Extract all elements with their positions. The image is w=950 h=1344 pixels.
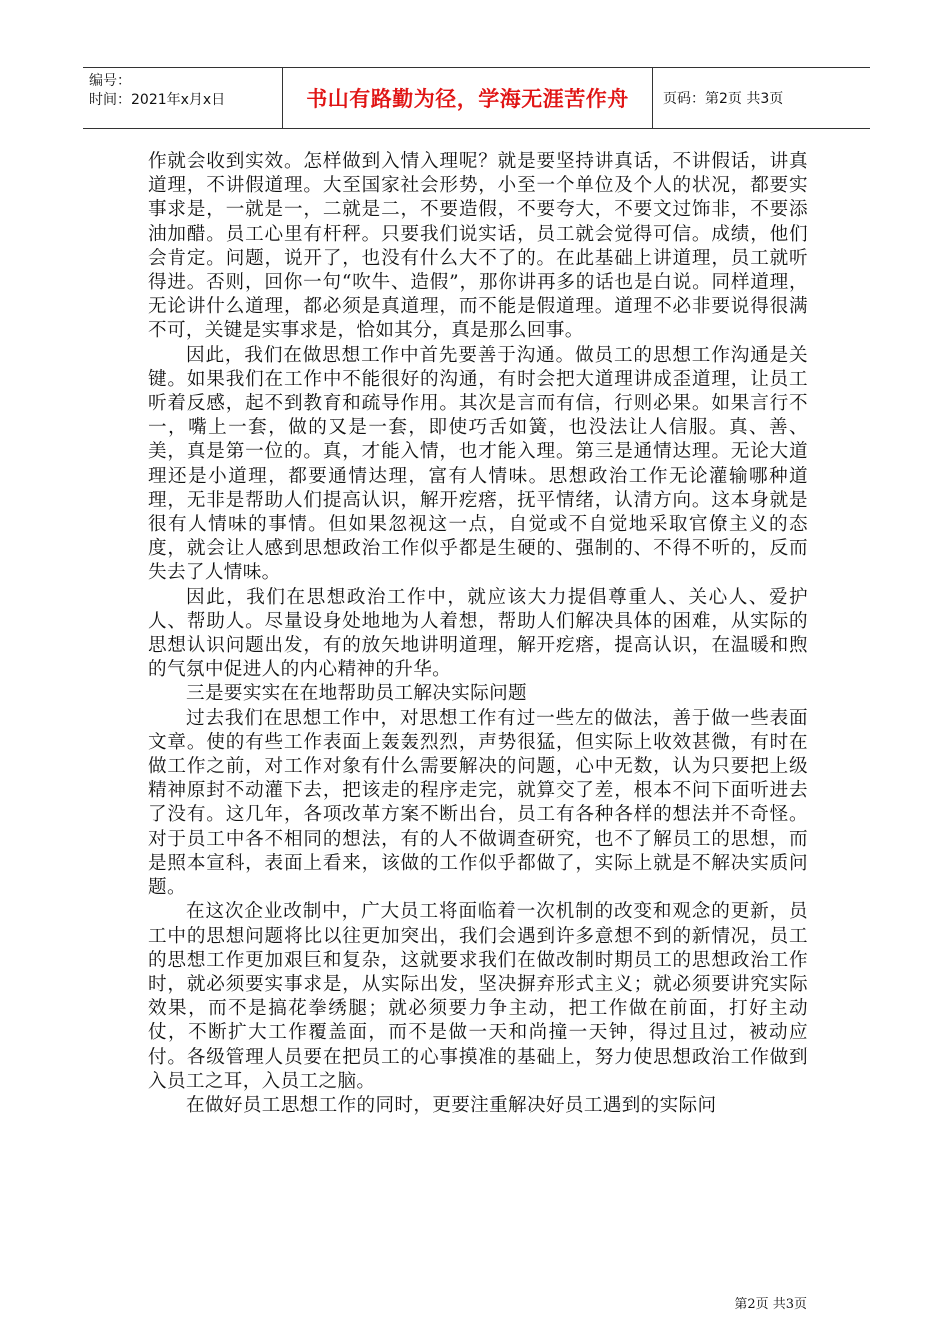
paragraph: 因此，我们在做思想工作中首先要善于沟通。做员工的思想工作沟通是关键。如果我们在工作中不能很好的沟通，有时会把大道理讲成歪道理，让员工听着反感，起不到教育和疏导作用。其次是言而有信，行则必果。如果言行不一，嘴上一套，做的又是一套，即使巧舌如簧，也没法让人信服。真、善、美，真是第一位的。真，才能入情，也才能入理。第三是通情达理。无论大道理还是小道理，都要通情达理，富有人情味。思想政治工作无论灌输哪种道理，无非是帮助人们提高认识，解开疙瘩，抚平情绪，认清方向。这本身就是很有人情味的事情。但如果忽视这一点，自觉或不自觉地采取官僚主义的态度，就会让人感到思想政治工作似乎都是生硬的、强制的、不得不听的，反而失去了人情味。 <box>148 344 808 584</box>
page-footer: 第2页 共3页 <box>734 1297 807 1312</box>
header-page-cell <box>653 68 870 128</box>
header-meta <box>83 68 283 128</box>
doc-number: 编号： <box>89 73 131 89</box>
paragraph: 在做好员工思想工作的同时，更要注重解决好员工遇到的实际问 <box>186 1094 717 1116</box>
paragraph: 因此，我们在思想政治工作中，就应该大力提倡尊重人、关心人、爱护人、帮助人。尽量设身处地地为人着想，帮助人们解决具体的困难，从实际的思想认识问题出发，有的放矢地讲明道理，解开疙瘩，提高认识，在温暖和煦的气氛中促进人的内心精神的升华。 <box>148 586 808 681</box>
header-motto: 书山有路勤为径，学海无涯苦作舟 <box>306 87 629 111</box>
header-motto-cell <box>283 68 653 128</box>
page-header <box>83 67 870 129</box>
paragraph: 在这次企业改制中，广大员工将面临着一次机制的改变和观念的更新，员工中的思想问题将比以往更加突出，我们会遇到许多意想不到的新情况，员工的思想工作更加艰巨和复杂，这就要求我们在做改制时期员工的思想政治工作时，就必须要实事求是，从实际出发，坚决摒弃形式主义；就必须要讲究实际效果，而不是搞花拳绣腿；就必须要力争主动，把工作做在前面，打好主动仗，不断扩大工作覆盖面，而不是做一天和尚撞一天钟，得过且过，被动应付。各级管理人员要在把员工的心事摸准的基础上，努力使思想政治工作做到入员工之耳，入员工之脑。 <box>148 901 808 1092</box>
doc-time: 时间：2021年x月x日 <box>89 92 226 108</box>
paragraph: 过去我们在思想工作中，对思想工作有过一些左的做法，善于做一些表面文章。使的有些工作表面上轰轰烈烈，声势很猛，但实际上收效甚微，有时在做工作之前，对工作对象有什么需要解决的问题，心中无数，认为只要把上级精神原封不动灌下去，把该走的程序走完，就算交了差，根本不问下面听进去了没有。这几年，各项改革方案不断出台，员工有各种各样的想法并不奇怪。对于员工中各不相同的想法，有的人不做调查研究，也不了解员工的思想，而是照本宣科，表面上看来，该做的工作似乎都做了，实际上就是不解决实质问题。 <box>148 707 808 899</box>
document-body <box>148 150 808 1118</box>
paragraph: 作就会收到实效。怎样做到入情入理呢？就是要坚持讲真话，不讲假话，讲真道理，不讲假道理。大至国家社会形势，小至一个单位及个人的状况，都要实事求是，一就是一，二就是二，不要造假，不要夸大，不要文过饰非，不要添油加醋。员工心里有杆秤。只要我们说实话，员工就会觉得可信。成绩，他们会肯定。问题，说开了，也没有什么大不了的。在此基础上讲道理，员工就听得进。否则，回你一句“吹牛、造假”，那你讲再多的话也是白说。同样道理，无论讲什么道理，都必须是真道理，而不能是假道理。道理不必非要说得很满不可，关键是实事求是，恰如其分，真是那么回事。 <box>148 151 808 342</box>
section-heading: 三是要实实在在地帮助员工解决实际问题 <box>186 683 527 705</box>
header-page-number: 页码：第2页 共3页 <box>663 91 784 107</box>
